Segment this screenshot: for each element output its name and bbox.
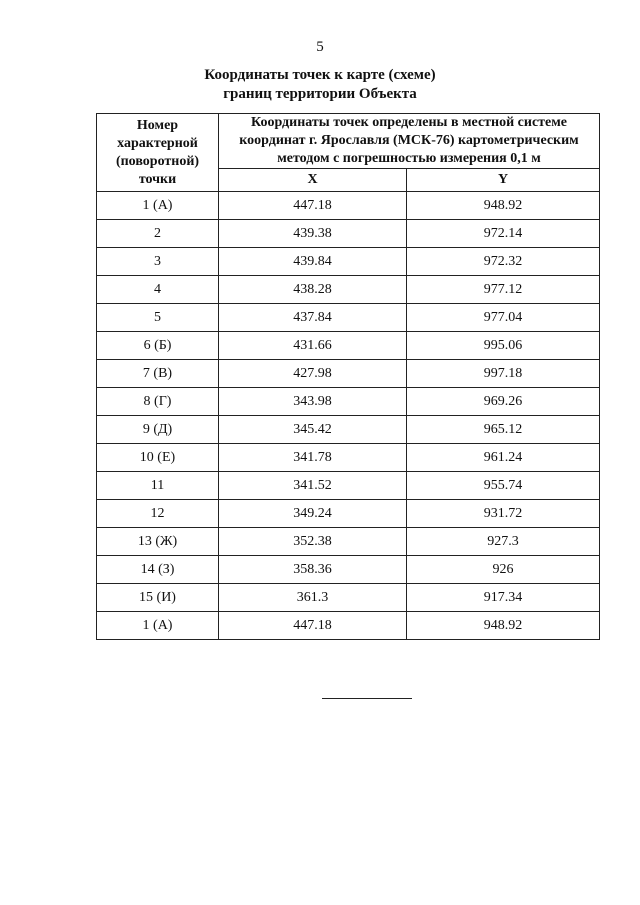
header-number-line: характерной (117, 135, 198, 151)
table-row (97, 528, 600, 556)
table-header (97, 114, 600, 192)
cell-y: 977.12 (407, 276, 600, 304)
cell-y: 948.92 (407, 192, 600, 220)
cell-y: 972.32 (407, 248, 600, 276)
cell-point-number: 12 (97, 500, 219, 528)
cell-point-number: 14 (З) (97, 556, 219, 584)
cell-y: 977.04 (407, 304, 600, 332)
cell-y: 965.12 (407, 416, 600, 444)
header-coords-line: методом с погрешностью измерения 0,1 м (277, 151, 541, 166)
end-of-document-line (322, 698, 412, 699)
cell-x: 345.42 (219, 416, 407, 444)
table-body (97, 192, 600, 640)
cell-x: 439.84 (219, 248, 407, 276)
cell-x: 438.28 (219, 276, 407, 304)
header-coordinates (219, 114, 600, 169)
cell-point-number: 15 (И) (97, 584, 219, 612)
cell-y: 927.3 (407, 528, 600, 556)
cell-x: 341.78 (219, 444, 407, 472)
cell-point-number: 1 (А) (97, 192, 219, 220)
cell-y: 926 (407, 556, 600, 584)
cell-x: 427.98 (219, 360, 407, 388)
header-number-line: (поворотной) (115, 153, 200, 169)
header-coords-line: Координаты точек определены в местной системе (251, 115, 568, 130)
cell-y: 995.06 (407, 332, 600, 360)
cell-point-number: 10 (Е) (97, 444, 219, 472)
table-row (97, 612, 600, 640)
table-row (97, 556, 600, 584)
title-line-2: границ территории Объекта (223, 86, 417, 102)
cell-x: 343.98 (219, 388, 407, 416)
cell-y: 961.24 (407, 444, 600, 472)
cell-point-number: 6 (Б) (97, 332, 219, 360)
cell-point-number: 3 (97, 248, 219, 276)
header-point-number (97, 114, 219, 192)
cell-point-number: 11 (97, 472, 219, 500)
cell-x: 447.18 (219, 612, 407, 640)
cell-point-number: 7 (В) (97, 360, 219, 388)
coordinates-table (96, 113, 600, 640)
cell-point-number: 2 (97, 220, 219, 248)
page-number: 5 (316, 39, 324, 55)
cell-y: 931.72 (407, 500, 600, 528)
table-row (97, 360, 600, 388)
cell-point-number: 9 (Д) (97, 416, 219, 444)
header-coords-line: координат г. Ярославля (МСК-76) картометрическим (239, 133, 579, 148)
cell-y: 917.34 (407, 584, 600, 612)
table-row (97, 472, 600, 500)
table-row (97, 192, 600, 220)
title-line-1: Координаты точек к карте (схеме) (204, 67, 436, 83)
cell-y: 969.26 (407, 388, 600, 416)
cell-x: 352.38 (219, 528, 407, 556)
table-row (97, 388, 600, 416)
table-row (97, 500, 600, 528)
header-number-line: точки (138, 171, 177, 187)
cell-y: 972.14 (407, 220, 600, 248)
table-row (97, 304, 600, 332)
table-row (97, 332, 600, 360)
table-row (97, 220, 600, 248)
document-title (0, 66, 640, 104)
cell-point-number: 8 (Г) (97, 388, 219, 416)
cell-x: 431.66 (219, 332, 407, 360)
header-x: X (219, 169, 407, 192)
cell-x: 439.38 (219, 220, 407, 248)
table-row (97, 584, 600, 612)
cell-point-number: 4 (97, 276, 219, 304)
table-row (97, 248, 600, 276)
cell-point-number: 13 (Ж) (97, 528, 219, 556)
table-row (97, 276, 600, 304)
cell-y: 948.92 (407, 612, 600, 640)
cell-x: 361.3 (219, 584, 407, 612)
cell-point-number: 1 (А) (97, 612, 219, 640)
cell-point-number: 5 (97, 304, 219, 332)
cell-x: 349.24 (219, 500, 407, 528)
cell-y: 955.74 (407, 472, 600, 500)
header-number-line: Номер (136, 117, 179, 133)
cell-x: 437.84 (219, 304, 407, 332)
cell-x: 358.36 (219, 556, 407, 584)
table-row (97, 416, 600, 444)
cell-x: 341.52 (219, 472, 407, 500)
cell-x: 447.18 (219, 192, 407, 220)
header-y: Y (407, 169, 600, 192)
cell-y: 997.18 (407, 360, 600, 388)
table-row (97, 444, 600, 472)
